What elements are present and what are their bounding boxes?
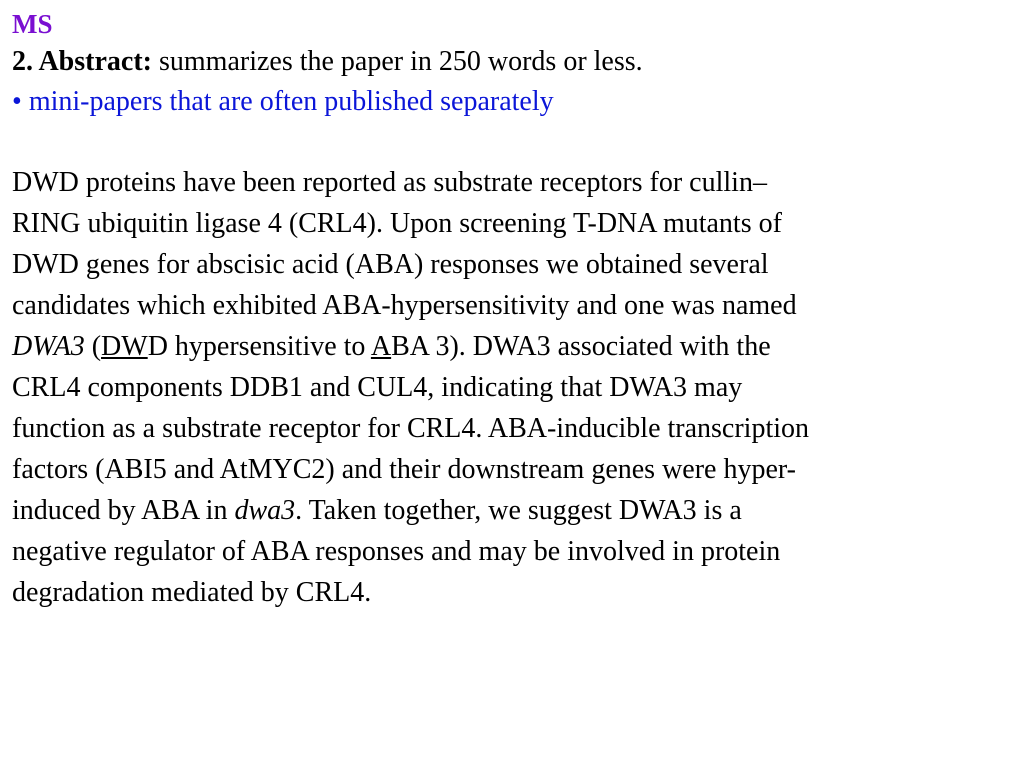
abstract-line: DWD genes for abscisic acid (ABA) responses we obtained several: [12, 249, 769, 280]
abstract-line: factors (ABI5 and AtMYC2) and their downstream genes were hyper-: [12, 454, 796, 485]
abstract-line: negative regulator of ABA responses and may be involved in protein: [12, 536, 781, 567]
text-fragment: D hypersensitive to: [147, 331, 371, 362]
abstract-line: function as a substrate receptor for CRL4. ABA-inducible transcription: [12, 413, 810, 444]
heading-description: summarizes the paper in 250 words or less.: [151, 46, 643, 77]
acronym-highlight-a: A: [370, 331, 392, 362]
text-fragment: . Taken together, we suggest DWA3 is a: [295, 495, 742, 526]
slide-content: [12, 6, 1012, 613]
abstract-line: degradation mediated by CRL4.: [12, 577, 372, 608]
bullet-text: mini-papers that are often published separately: [21, 86, 554, 117]
abstract-paragraph: [12, 162, 1012, 613]
abstract-line: candidates which exhibited ABA-hypersensitivity and one was named: [12, 290, 797, 321]
mutant-name: dwa3: [234, 495, 296, 526]
bullet-marker: •: [12, 86, 22, 117]
section-label: MS: [12, 9, 53, 39]
acronym-highlight-dw: DW: [101, 331, 148, 362]
text-fragment: BA 3). DWA3 associated with the: [391, 331, 771, 362]
gene-name: DWA3: [12, 331, 85, 362]
abstract-line: RING ubiquitin ligase 4 (CRL4). Upon screening T-DNA mutants of: [12, 208, 782, 239]
text-fragment: induced by ABA in: [12, 495, 235, 526]
spacer: [12, 122, 1012, 162]
bullet-point: [12, 82, 1012, 122]
abstract-heading: [12, 42, 1012, 82]
abstract-line: [12, 490, 1012, 531]
heading-number-label: 2. Abstract:: [12, 46, 152, 77]
abstract-line: DWD proteins have been reported as substrate receptors for cullin–: [12, 167, 767, 198]
abstract-line: CRL4 components DDB1 and CUL4, indicating that DWA3 may: [12, 372, 743, 403]
abstract-line: [12, 326, 1012, 367]
text-fragment: (: [84, 331, 102, 362]
